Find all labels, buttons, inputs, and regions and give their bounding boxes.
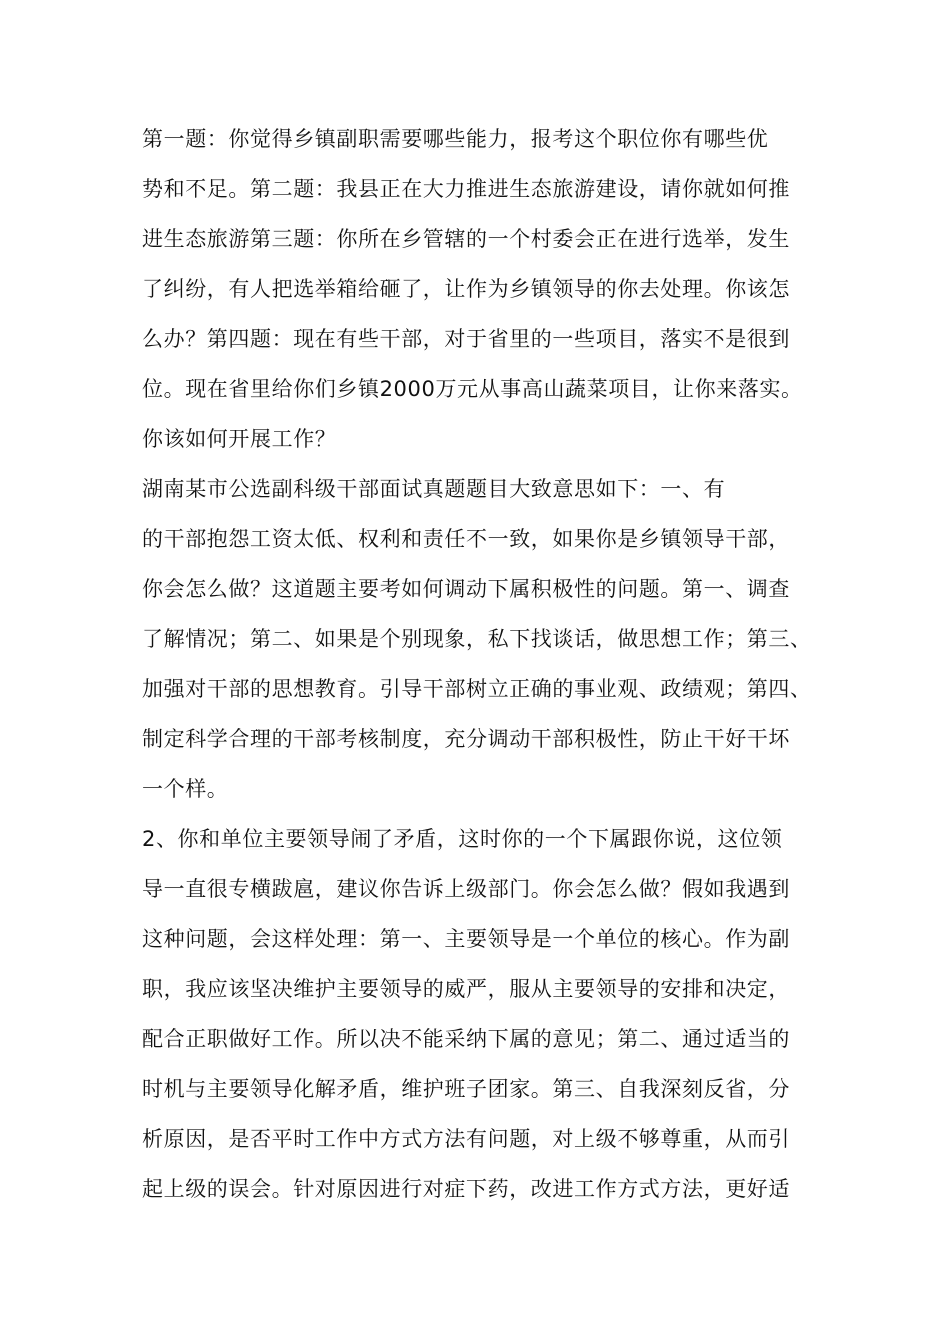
text-line: 你会怎么做？这道题主要考如何调动下属积极性的问题。第一、调查 xyxy=(142,577,790,601)
text-line: 2、你和单位主要领导闹了矛盾，这时你的一个下属跟你说，这位领 xyxy=(142,827,783,851)
text-line: 时机与主要领导化解矛盾，维护班子团家。第三、自我深刻反省，分 xyxy=(142,1077,790,1101)
text-line: 湖南某市公选副科级干部面试真题题目大致意思如下：一、有 xyxy=(142,477,726,501)
text-line: 进生态旅游第三题：你所在乡管辖的一个村委会正在进行选举，发生 xyxy=(142,227,790,251)
text-line: 这种问题，会这样处理：第一、主要领导是一个单位的核心。作为副 xyxy=(142,927,790,951)
text-line: 么办？第四题：现在有些干部，对于省里的一些项目，落实不是很到 xyxy=(142,327,790,351)
text-line: 你该如何开展工作？ xyxy=(142,427,337,451)
text-line: 一个样。 xyxy=(142,777,229,801)
text-line: 配合正职做好工作。所以决不能采纳下属的意见；第二、通过适当的 xyxy=(142,1027,790,1051)
text-line: 制定科学合理的干部考核制度，充分调动干部积极性，防止干好干坏 xyxy=(142,727,790,751)
text-line: 了解情况；第二、如果是个别现象，私下找谈话，做思想工作；第三、 xyxy=(142,627,812,651)
text-line: 第一题：你觉得乡镇副职需要哪些能力，报考这个职位你有哪些优 xyxy=(142,127,769,151)
text-line: 加强对干部的思想教育。引导干部树立正确的事业观、政绩观；第四、 xyxy=(142,677,812,701)
text-line: 势和不足。第二题：我县正在大力推进生态旅游建设，请你就如何推 xyxy=(142,177,790,201)
text-line: 析原因，是否平时工作中方式方法有问题，对上级不够尊重，从而引 xyxy=(142,1127,790,1151)
text-line: 了纠纷，有人把选举箱给砸了，让作为乡镇领导的你去处理。你该怎 xyxy=(142,277,790,301)
text-line: 位。现在省里给你们乡镇2000万元从事高山蔬菜项目，让你来落实。 xyxy=(142,377,803,401)
text-line: 起上级的误会。针对原因进行对症下药，改进工作方式方法，更好适 xyxy=(142,1177,790,1201)
text-line: 的干部抱怨工资太低、权利和责任不一致，如果你是乡镇领导干部， xyxy=(142,527,790,551)
text-line: 职，我应该坚决维护主要领导的威严，服从主要领导的安排和决定， xyxy=(142,977,790,1001)
text-line: 导一直很专横跋扈，建议你告诉上级部门。你会怎么做？假如我遇到 xyxy=(142,877,790,901)
